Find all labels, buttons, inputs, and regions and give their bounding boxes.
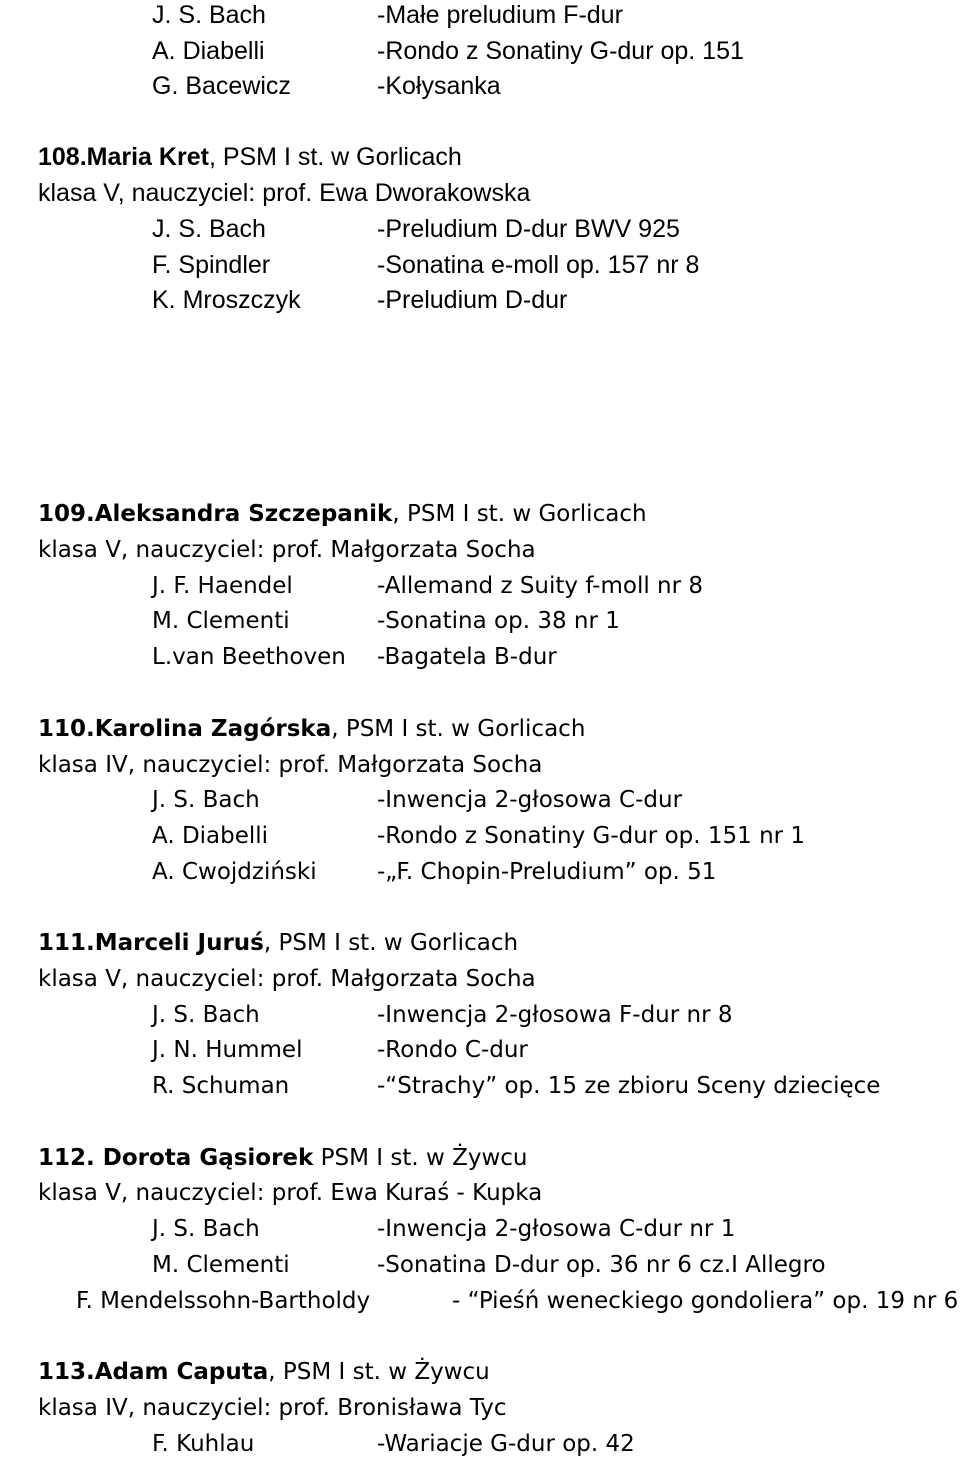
line-text: J. N. Hummel	[152, 1037, 303, 1063]
line-text: klasa V, nauczyciel: prof. Ewa Kuraś - Kupka	[38, 1180, 543, 1206]
line-text: -Preludium D-dur	[377, 286, 568, 314]
line-text: F. Spindler	[152, 251, 271, 279]
text-line	[377, 1254, 826, 1277]
text-line	[152, 1004, 260, 1027]
text-line	[38, 145, 462, 170]
text-line	[38, 539, 536, 562]
text-line	[38, 181, 530, 206]
line-text: -Allemand z Suity f-moll nr 8	[377, 573, 704, 599]
text-line	[152, 288, 301, 313]
line-text: F. Mendelssohn-Bartholdy	[76, 1288, 371, 1314]
line-text: -Kołysanka	[377, 72, 501, 100]
student-name: 110.Karolina Zagórska	[38, 716, 332, 742]
text-line	[152, 646, 346, 669]
text-line	[377, 3, 623, 28]
text-line	[377, 575, 703, 598]
line-text: -Inwencja 2-głosowa C-dur	[377, 787, 683, 813]
line-text: , PSM I st. w Gorlicach	[208, 143, 462, 171]
text-line	[152, 1075, 289, 1098]
line-text: -„F. Chopin-Preludium” op. 51	[377, 859, 717, 885]
line-text: -Preludium D-dur BWV 925	[377, 215, 680, 243]
line-text: -Małe preludium F-dur	[377, 1, 623, 29]
text-line	[152, 789, 260, 812]
text-line	[377, 1004, 733, 1027]
text-line	[38, 1361, 490, 1384]
line-text: A. Diabelli	[152, 37, 265, 65]
line-text: A. Cwojdziński	[152, 859, 317, 885]
line-text: klasa V, nauczyciel: prof. Ewa Dworakowska	[38, 179, 531, 207]
line-text: J. F. Haendel	[152, 573, 293, 599]
text-line	[38, 1397, 507, 1420]
line-text: M. Clementi	[152, 608, 290, 634]
text-line	[377, 789, 682, 812]
text-line	[152, 1254, 290, 1277]
line-text: A. Diabelli	[152, 823, 269, 849]
line-text: -Inwencja 2-głosowa F-dur nr 8	[377, 1002, 733, 1028]
line-text: , PSM I st. w Gorlicach	[331, 716, 586, 742]
text-line	[152, 39, 265, 64]
text-line	[377, 288, 567, 313]
text-line	[38, 968, 536, 991]
line-text: J. S. Bach	[152, 1002, 260, 1028]
line-text: -Wariacje G-dur op. 42	[377, 1431, 635, 1457]
line-text: M. Clementi	[152, 1252, 290, 1278]
line-text: , PSM I st. w Żywcu	[268, 1359, 490, 1385]
text-line	[452, 1290, 958, 1313]
line-text: J. S. Bach	[152, 787, 260, 813]
text-line	[152, 861, 317, 884]
text-line	[152, 575, 293, 598]
line-text: -Inwencja 2-głosowa C-dur nr 1	[377, 1216, 736, 1242]
line-text: -“Strachy” op. 15 ze zbioru Sceny dziecięce	[377, 1073, 881, 1099]
line-text: K. Mroszczyk	[152, 286, 301, 314]
line-text: J. S. Bach	[152, 1, 266, 29]
text-line	[152, 1433, 254, 1456]
line-text: R. Schuman	[152, 1073, 290, 1099]
text-line	[377, 217, 680, 242]
text-line	[152, 253, 270, 278]
line-text: -Rondo z Sonatiny G-dur op. 151	[377, 37, 744, 65]
student-name: 108.Maria Kret	[38, 143, 209, 171]
text-line	[377, 74, 501, 99]
text-line	[377, 39, 744, 64]
text-line	[377, 1433, 635, 1456]
text-line	[377, 825, 805, 848]
student-name: 109.Aleksandra Szczepanik	[38, 501, 393, 527]
text-line	[152, 74, 291, 99]
student-name: 112. Dorota Gąsiorek	[38, 1145, 314, 1171]
text-line	[38, 754, 542, 777]
text-line	[152, 610, 290, 633]
line-text: -Bagatela B-dur	[377, 644, 557, 670]
student-name: 113.Adam Caputa	[38, 1359, 269, 1385]
text-line	[152, 217, 266, 242]
text-line	[377, 253, 699, 278]
text-line	[152, 825, 268, 848]
line-text: klasa V, nauczyciel: prof. Małgorzata Socha	[38, 966, 536, 992]
line-text: G. Bacewicz	[152, 72, 291, 100]
line-text: J. S. Bach	[152, 215, 266, 243]
text-line	[377, 610, 620, 633]
line-text: klasa IV, nauczyciel: prof. Małgorzata Socha	[38, 752, 543, 778]
line-text: -Sonatina e-moll op. 157 nr 8	[377, 251, 700, 279]
line-text: -Sonatina D-dur op. 36 nr 6 cz.I Allegro	[377, 1252, 826, 1278]
text-line	[377, 1075, 880, 1098]
line-text: -Sonatina op. 38 nr 1	[377, 608, 620, 634]
line-text: klasa V, nauczyciel: prof. Małgorzata Socha	[38, 537, 536, 563]
text-line	[38, 1182, 542, 1205]
text-line	[152, 3, 266, 28]
text-line	[377, 861, 716, 884]
text-line	[38, 932, 518, 955]
text-line	[38, 503, 647, 526]
line-text: F. Kuhlau	[152, 1431, 255, 1457]
line-text: , PSM I st. w Gorlicach	[263, 930, 519, 956]
text-line	[152, 1039, 302, 1062]
text-line	[38, 1147, 528, 1170]
line-text: PSM I st. w Żywcu	[313, 1145, 528, 1171]
line-text: J. S. Bach	[152, 1216, 260, 1242]
line-text: , PSM I st. w Gorlicach	[392, 501, 647, 527]
text-line	[38, 718, 585, 741]
text-line	[152, 1218, 260, 1241]
text-line	[377, 1218, 735, 1241]
text-line	[76, 1290, 370, 1313]
line-text: -Rondo z Sonatiny G-dur op. 151 nr 1	[377, 823, 806, 849]
line-text: -Rondo C-dur	[377, 1037, 528, 1063]
student-name: 111.Marceli Juruś	[38, 930, 264, 956]
text-line	[377, 646, 557, 669]
line-text: klasa IV, nauczyciel: prof. Bronisława Tyc	[38, 1395, 507, 1421]
line-text: L.van Beethoven	[152, 644, 346, 670]
text-line	[377, 1039, 528, 1062]
line-text: - “Pieśń weneckiego gondoliera” op. 19 nr 6	[452, 1288, 959, 1314]
